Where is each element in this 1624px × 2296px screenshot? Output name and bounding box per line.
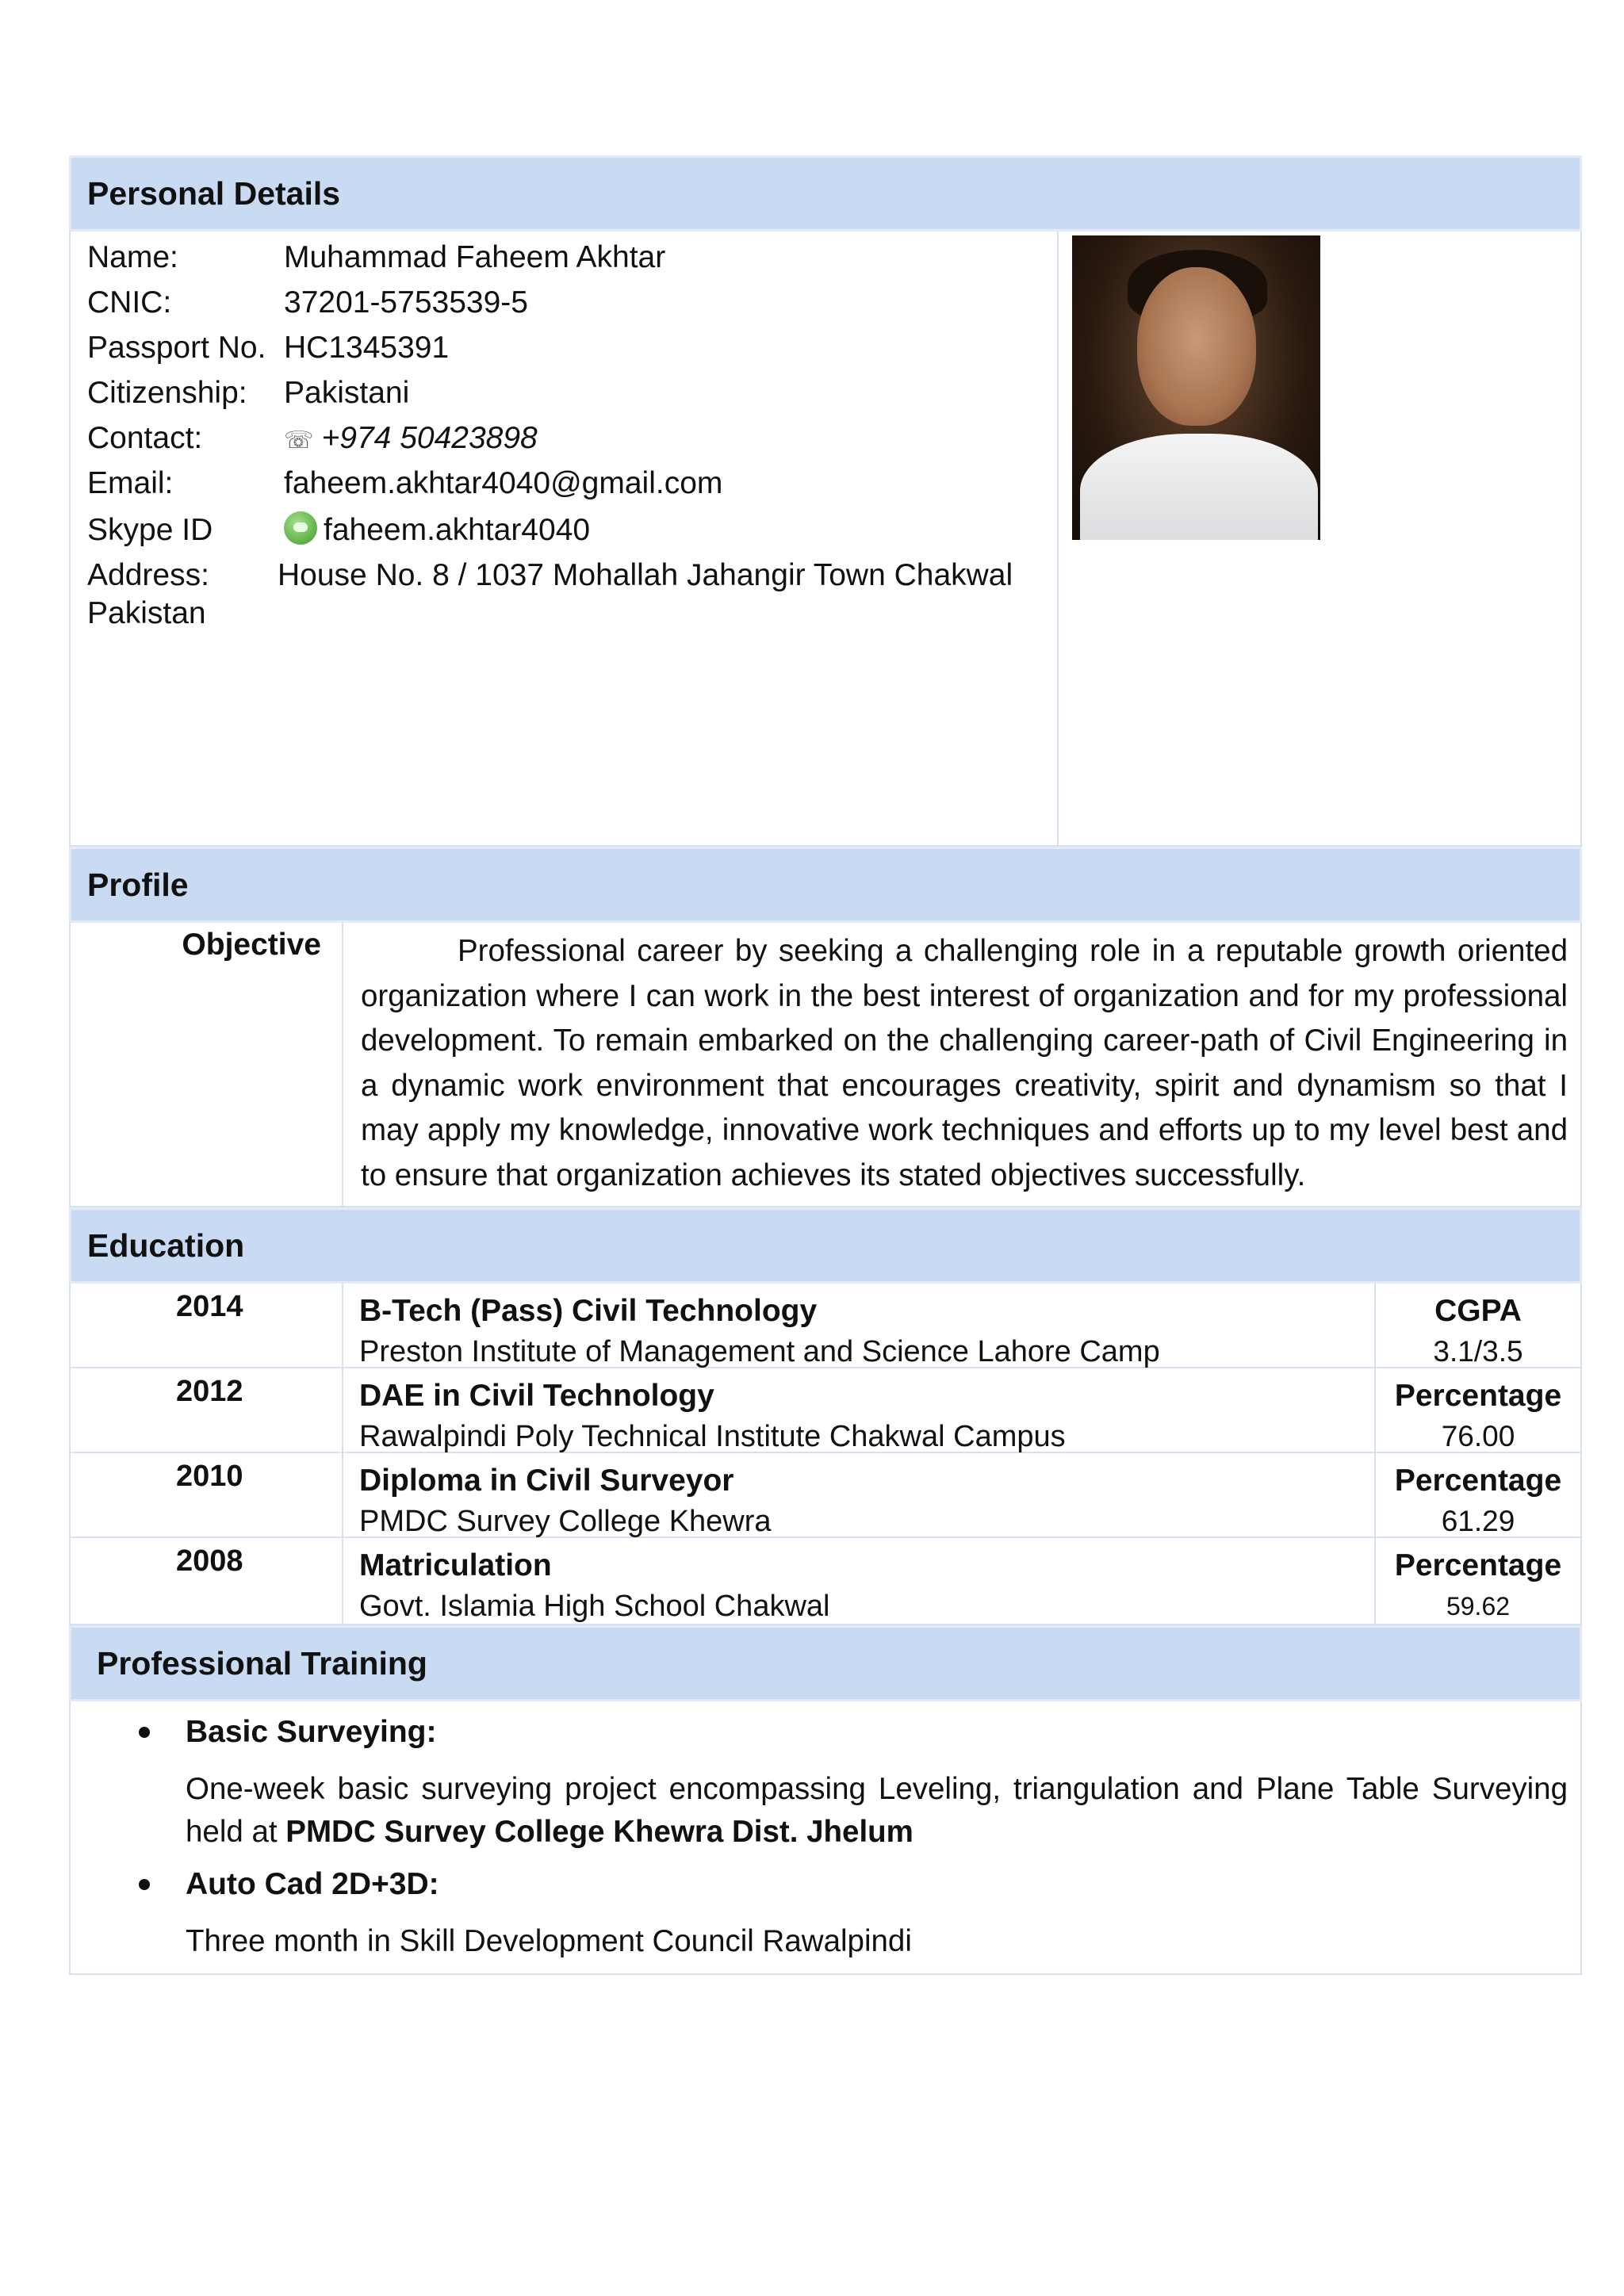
training-title: Auto Cad 2D+3D: <box>186 1867 439 1901</box>
edu-degree-cell <box>343 1368 1376 1452</box>
citizenship-row <box>71 370 1057 415</box>
edu-degree-cell <box>343 1453 1376 1536</box>
edu-degree: Diploma in Civil Surveyor <box>359 1464 734 1498</box>
personal-details-heading: Personal Details <box>69 155 1582 232</box>
address-label: Address: <box>87 558 209 592</box>
table-row <box>71 1368 1580 1453</box>
email-row <box>71 461 1057 506</box>
training-desc-text: One-week basic surveying project encompassing Leveling, triangulation and Plane Table Surveying held at <box>186 1772 1568 1849</box>
citizenship-label: Citizenship: <box>87 376 247 410</box>
edu-institute: Govt. Islamia High School Chakwal <box>359 1590 830 1623</box>
skype-value-wrap <box>284 506 1057 555</box>
table-row <box>71 1453 1580 1538</box>
edu-degree-cell <box>343 1284 1376 1367</box>
photo-shirt-shape <box>1080 434 1318 540</box>
skype-row <box>71 506 1057 555</box>
bullet-icon <box>139 1879 150 1890</box>
edu-grade-cell <box>1376 1453 1580 1536</box>
phone-icon: ☏ <box>284 427 314 453</box>
email-label: Email: <box>87 466 174 500</box>
edu-degree-cell <box>343 1538 1376 1624</box>
training-desc <box>186 1768 1568 1854</box>
training-title: Basic Surveying: <box>186 1715 437 1749</box>
bullet-icon <box>139 1727 150 1738</box>
list-item <box>71 1862 1568 1963</box>
edu-degree: Matriculation <box>359 1548 552 1582</box>
passport-label: Passport No. <box>87 331 266 365</box>
edu-grade: 61.29 <box>1441 1505 1515 1537</box>
edu-grade: 3.1/3.5 <box>1433 1335 1523 1368</box>
address-line2: Pakistan <box>87 596 206 630</box>
edu-grade-label: Percentage <box>1394 1548 1562 1582</box>
professional-training-heading: Professional Training <box>69 1625 1582 1701</box>
table-row <box>71 1284 1580 1368</box>
objective-text: Professional career by seeking a challenging role in a reputable growth oriented organization where I can work in the best interest of organization and for my professional development. To remain embarked on the challenging career-path of Civil Engineering in a dynamic work environment that encourages creativity, spirit and dynamism so that I may apply my knowledge, innovative work techniques and efforts up to my level best and to ensure that organization achieves its stated objectives successfully. <box>361 934 1568 1192</box>
profile-section <box>69 923 1582 1207</box>
cnic-label: CNIC: <box>87 285 172 320</box>
edu-year: 2010 <box>71 1453 343 1536</box>
edu-year: 2008 <box>71 1538 343 1624</box>
training-desc <box>186 1920 1568 1963</box>
skype-icon <box>284 511 317 545</box>
edu-grade-label: Percentage <box>1394 1379 1562 1413</box>
professional-training-section <box>69 1701 1582 1975</box>
edu-grade-cell <box>1376 1368 1580 1452</box>
skype-value[interactable]: faheem.akhtar4040 <box>324 513 591 547</box>
table-row <box>71 1538 1580 1624</box>
edu-institute: Rawalpindi Poly Technical Institute Chakwal Campus <box>359 1420 1066 1453</box>
objective-label: Objective <box>71 923 343 1206</box>
profile-photo <box>1072 235 1320 540</box>
contact-row <box>71 415 1057 461</box>
contact-value-wrap <box>284 415 1057 461</box>
edu-institute: PMDC Survey College Khewra <box>359 1505 772 1538</box>
address-line1: House No. 8 / 1037 Mohallah Jahangir Town Chakwal <box>278 558 1013 592</box>
education-heading: Education <box>69 1207 1582 1284</box>
citizenship-value: Pakistani <box>284 376 410 410</box>
edu-grade: 59.62 <box>1446 1592 1511 1621</box>
edu-year: 2012 <box>71 1368 343 1452</box>
passport-value: HC1345391 <box>284 331 450 365</box>
name-row <box>71 235 1057 280</box>
name-label: Name: <box>87 240 178 274</box>
edu-degree: DAE in Civil Technology <box>359 1379 714 1413</box>
skype-label: Skype ID <box>87 513 213 547</box>
name-value: Muhammad Faheem Akhtar <box>284 240 666 274</box>
contact-value[interactable]: +974 50423898 <box>321 421 538 455</box>
contact-label: Contact: <box>87 421 203 455</box>
passport-row <box>71 325 1057 370</box>
training-desc-text: Three month in Skill Development Council Rawalpindi <box>186 1924 912 1958</box>
edu-institute: Preston Institute of Management and Science Lahore Camp <box>359 1335 1160 1368</box>
photo-face-shape <box>1137 267 1256 426</box>
edu-grade: 76.00 <box>1441 1420 1515 1452</box>
edu-year: 2014 <box>71 1284 343 1367</box>
profile-heading: Profile <box>69 847 1582 923</box>
edu-grade-label: Percentage <box>1394 1464 1562 1498</box>
personal-details-section <box>69 232 1582 847</box>
cv-page <box>69 155 1582 1975</box>
address-row <box>71 555 1057 633</box>
personal-info <box>71 232 1059 845</box>
email-value[interactable]: faheem.akhtar4040@gmail.com <box>284 466 723 500</box>
education-table <box>69 1284 1582 1625</box>
edu-grade-cell <box>1376 1538 1580 1624</box>
edu-degree: B-Tech (Pass) Civil Technology <box>359 1294 818 1328</box>
cnic-value: 37201-5753539-5 <box>284 285 528 320</box>
list-item <box>71 1709 1568 1854</box>
cnic-row <box>71 280 1057 325</box>
training-desc-bold: PMDC Survey College Khewra Dist. Jhelum <box>285 1815 914 1849</box>
edu-grade-label: CGPA <box>1434 1294 1522 1328</box>
photo-column <box>1059 232 1320 845</box>
edu-grade-cell <box>1376 1284 1580 1367</box>
